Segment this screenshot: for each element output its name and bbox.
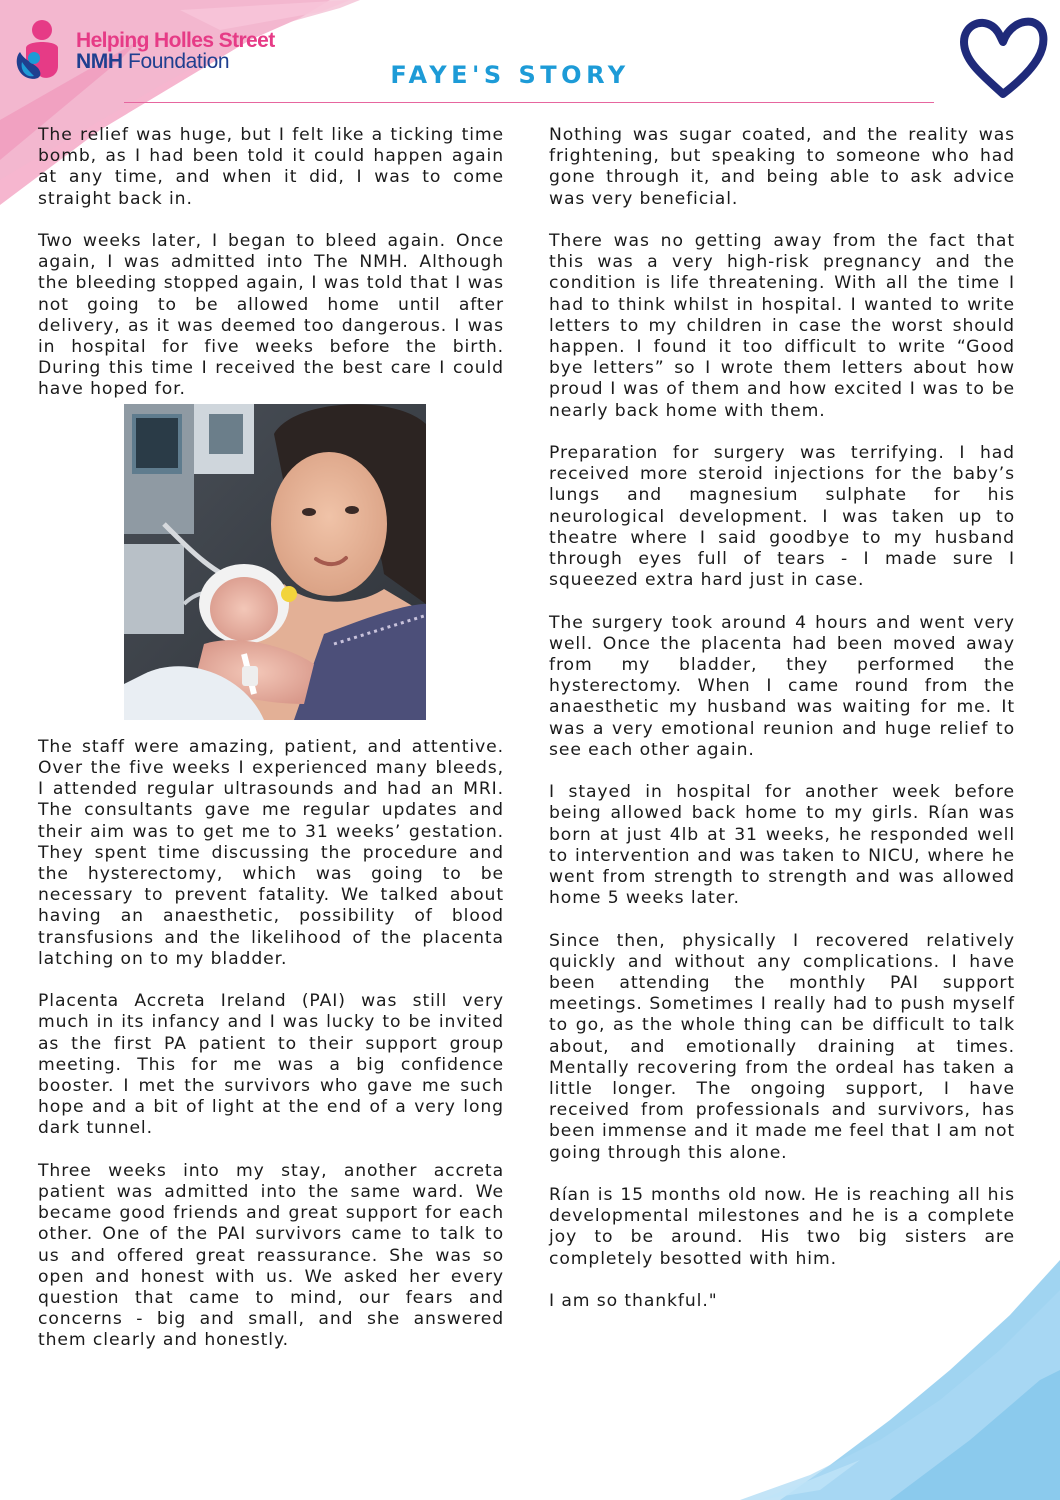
paragraph: Three weeks into my stay, another accreta patient was admitted into the same ward. We became good friends and great support for each other. One of the PAI survivors came to talk to us and offered great reassurance. She was so open and honest with us. We asked her every question that came to mind, our fears and concerns - big and small, and she answered them clearly and honestly. bbox=[38, 1160, 504, 1351]
nicu-photo bbox=[124, 404, 426, 720]
paragraph: The relief was huge, but I felt like a ticking time bomb, as I had been told it could happen again at any time, and when it did, I was to come straight back in. bbox=[38, 125, 504, 209]
paragraph: I am so thankful." bbox=[549, 1291, 718, 1312]
paragraph: Since then, physically I recovered relatively quickly and without any complications. I have been attending the monthly PAI support meetings. Sometimes I really had to push myself to go, as the whole thing can be difficult to talk about, and emotionally draining at times. Mentally recovering from the ordeal has taken a little longer. The ongoing support, I have received from professionals and survivors, has been immense and it made me feel that I am not going through this alone. bbox=[549, 930, 1015, 1163]
paragraph: I stayed in hospital for another week before being allowed back home to my girls. Rían was born at just 4lb at 31 weeks, he responded well to intervention and was taken to NICU, where he went from strength to strength and was allowed home 5 weeks later. bbox=[549, 782, 1015, 909]
paragraph: The surgery took around 4 hours and went very well. Once the placenta had been moved away from my bladder, they performed the hysterectomy. When I came round from the anaesthetic my husband was waiting for me. It was a very emotional reunion and huge relief to see each other again. bbox=[549, 612, 1015, 760]
title-divider bbox=[124, 102, 934, 103]
page-title: FAYE'S STORY bbox=[390, 61, 630, 89]
paragraph: Preparation for surgery was terrifying. I had received more steroid injections for the baby’s lungs and magnesium sulphate for his neurological development. I was taken up to theatre where I said goodbye to my husband through eyes full of tears - I made sure I squeezed extra hard just in case. bbox=[549, 443, 1015, 591]
left-column bbox=[38, 125, 504, 1373]
paragraph: Placenta Accreta Ireland (PAI) was still very much in its infancy and I was lucky to be invited as the first PA patient to their support group meeting. This for me was a big confidence booster. I met the survivors who gave me such hope and a bit of light at the end of a very long dark tunnel. bbox=[38, 991, 504, 1139]
paragraph: There was no getting away from the fact that this was a very high-risk pregnancy and the condition is life threatening. With all the time I had to think whilst in hospital. I wanted to write letters to my children in case the worst should happen. I found it too difficult to write “Good bye letters” so I wrote them letters about how proud I was of them and how excited I was to be nearly back home with them. bbox=[549, 231, 1015, 421]
paragraph: Nothing was sugar coated, and the reality was frightening, but speaking to someone who had gone through it, and being able to ask advice was very beneficial. bbox=[549, 125, 1015, 209]
logo-title: Helping Holles Street bbox=[76, 28, 275, 52]
paragraph: The staff were amazing, patient, and attentive. Over the five weeks I experienced many bleeds, I attended regular ultrasounds and had an MRI. The consultants gave me regular updates and their aim was to get me to 31 weeks’ gestation. They spent time discussing the procedure and the hysterectomy, which was going to be necessary to prevent fatality. We talked about having an anaesthetic, possibility of blood transfusions and the likelihood of the placenta latching on to my bladder. bbox=[38, 736, 504, 969]
nicu-photo-image bbox=[124, 404, 426, 720]
paragraph: Two weeks later, I began to bleed again. Once again, I was admitted into The NMH. Although the bleeding stopped again, I was told that I was not going to be allowed home until after delivery, as it was deemed too dangerous. I was in hospital for five weeks before the birth. During this time I received the best care I could have hoped for. bbox=[38, 231, 504, 400]
logo-subtitle-rest: Foundation bbox=[122, 50, 230, 73]
right-column bbox=[549, 125, 1015, 1333]
paragraph: Rían is 15 months old now. He is reaching all his developmental milestones and he is a complete joy to be around. His two big sisters are completely besotted with him. bbox=[549, 1185, 1015, 1269]
logo-subtitle-bold: NMH bbox=[76, 50, 123, 73]
